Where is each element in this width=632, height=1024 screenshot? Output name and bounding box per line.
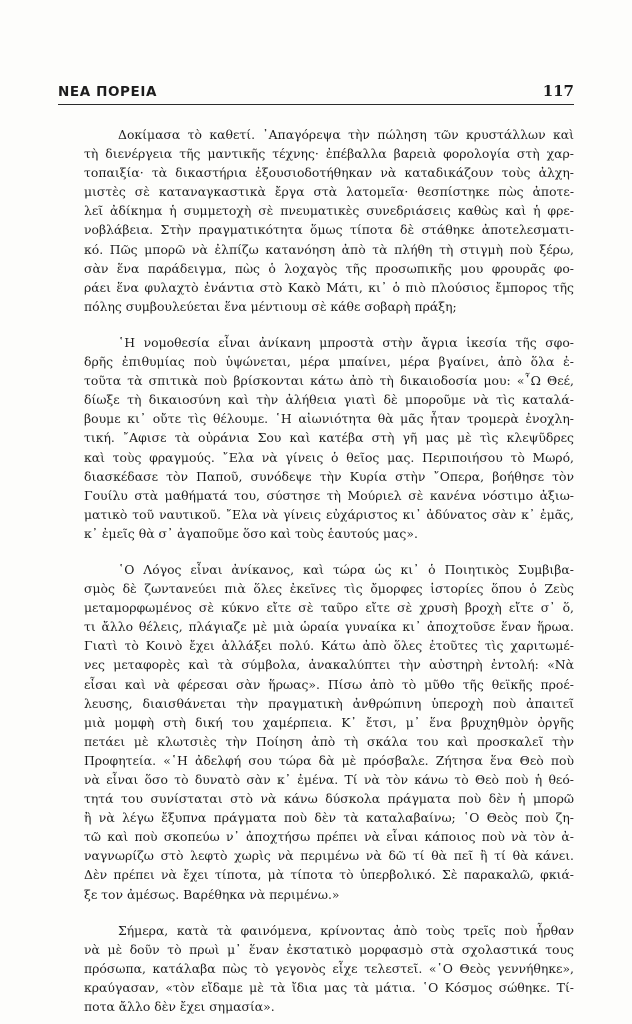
text-line: τοπαιξία· τὰ δικαστήρια ἐξουσιοδοτήθηκαν νὰ καταδικάζουν τοὺς ἀλχη- — [84, 165, 574, 181]
text-line: δρῆς ἐπιθυμίας ποὺ ὑψώνεται, μέρα μπαίνει, μέρα βγαίνει, ἀπὸ ὅλα ἐ- — [84, 354, 574, 370]
text-line: τι ἄλλο θέλεις, πλάγιαζε μὲ μιὰ ὡραία γυναίκα κι᾿ ἀποχτοῦσε ἕναν ἥρωα. — [84, 619, 574, 635]
text-line: εἶσαι καὶ νὰ φέρεσαι σὰν ἥρωας». Πίσω ἀπὸ τὸ μῦθο τῆς θεϊκῆς προέ- — [84, 676, 574, 692]
text-line: μεταμορφωμένος σὲ κύκνο εἴτε σὲ ταῦρο εἴτε σὲ χρυσὴ βροχὴ εἴτε σ᾿ ὅ, — [84, 600, 574, 616]
text-line: νὰ εἶναι ὅσο τὸ δυνατὸ σὰν κ᾿ ἐμένα. Τί νὰ τὸν κάνω τὸ Θεὸ ποὺ ἡ θεό- — [84, 772, 574, 787]
paragraph-3 — [84, 560, 574, 904]
running-header — [58, 82, 574, 104]
text-line: σμὸς δὲ ζωντανεύει πιὰ ὅλες ἐκεῖνες τὶς ὄμορφες ἱστορίες ὅπου ὁ Ζεὺς — [84, 581, 574, 597]
page-number: 117 — [542, 82, 574, 100]
paragraph-4 — [84, 921, 574, 1016]
header-rule — [58, 104, 574, 105]
text-line: Γιατὶ τὸ Κοινὸ ἔχει ἀλλάξει πολύ. Κάτω ἀπὸ ὅλες ἐτοῦτες τὶς χαριτωμέ- — [84, 638, 574, 654]
text-line: ξε τον ἀμέσως. Βαρέθηκα νὰ περιμένω.» — [84, 886, 340, 902]
text-line: νὰ μὲ δοῦν τὸ πρωὶ μ᾿ ἕναν ἐκστατικὸ μορφασμὸ στὰ σχολαστικά τους — [84, 941, 574, 957]
text-line: σὰν ἕνα παράδειγμα, πὼς ὁ λοχαγὸς τῆς προσωπικῆς μου φρουρᾶς φο- — [84, 260, 574, 276]
text-line: τῶ καὶ ποὺ σκοπεύω ν᾿ ἀποχτήσω πρέπει νὰ εἶναι κάποιος ποὺ νὰ τὸν ἀ- — [84, 829, 574, 845]
text-line: ράει ἕνα φυλαχτὸ ἐνάντια στὸ Κακὸ Μάτι, κι᾿ ὁ πιὸ πλούσιος ἔμπορος τῆς — [84, 279, 574, 295]
text-line: ναγνωρίζω στὸ λεφτὸ χωρὶς νὰ περιμένω νὰ δῶ τί θὰ πεῖ ἢ τί θὰ κάνει. — [84, 848, 574, 864]
text-line: ποτα ἄλλο δὲν ἔχει σημασία». — [84, 999, 275, 1015]
text-line: Σήμερα, κατὰ τὰ φαινόμενα, κρίνοντας ἀπὸ τοὺς τρεῖς ποὺ ἦρθαν — [118, 922, 574, 938]
text-line: Δὲν πρέπει νὰ ἔχει τίποτα, μὰ τίποτα τὸ ὑπερβολικό. Σὲ παρακαλῶ, φκιά- — [84, 867, 574, 883]
text-line: δίωξε τὴ δικαιοσύνη καὶ τὴν ἀλήθεια γιατὶ δὲ μποροῦμε νὰ τὶς καταλά- — [84, 392, 574, 408]
text-line: διασκέδασε τὸν Παποῦ, συνόδεψε τὴν Κυρία στὴν ῎Οπερα, βοήθησε τὸν — [84, 468, 574, 484]
text-line: Προφητεία. «῾Η ἀδελφή σου τώρα δὰ μὲ πρόσβαλε. Ζήτησα ἕνα Θεὸ ποὺ — [84, 752, 574, 768]
text-line: κραύγασαν, «τὸν εἴδαμε μὲ τὰ ἴδια μας τὰ μάτια. ῾Ο Κόσμος σώθηκε. Τί- — [84, 979, 574, 995]
text-line: μιὰ μομφὴ στὴ δική του χαμέρπεια. Κ᾿ ἔτσι, μ᾿ ἕνα βρυχηθμὸν ὀργῆς — [84, 714, 574, 730]
text-line: τητά του συνίσταται στὸ νὰ κάνω δύσκολα πράγματα ποὺ δὲν ἡ μπορῶ — [84, 791, 574, 807]
text-line: ἢ νὰ λέγω ἔξυπνα πράγματα ποὺ δὲν τὰ καταλαβαίνω; ῾Ο Θεὸς ποὺ ζη- — [84, 810, 574, 826]
journal-title: ΝΕΑ ΠΟΡΕΙΑ — [58, 84, 158, 100]
text-line: τοῦτα τὰ σπιτικὰ ποὺ βρίσκονται κάτω ἀπὸ τὴ δικαιοδοσία μου: «῏Ω Θεέ, — [84, 373, 574, 389]
text-line: τική. ῎Αφισε τὰ οὐράνια Σου καὶ κατέβα στὴ γῆ μας μὲ τὶς κλεψῦδρες — [84, 430, 574, 446]
text-line: πρόσωπα, κατάλαβα πὼς τὸ γεγονὸς εἶχε τελεστεῖ. «῾Ο Θεὸς γεννήθηκε», — [84, 960, 574, 976]
text-line: Δοκίμασα τὸ καθετί. ᾿Απαγόρεψα τὴν πώληση τῶν κρυστάλλων καὶ — [118, 127, 574, 142]
text-line: μιστὲς σὲ καταναγκαστικὰ ἔργα στὰ λατομεῖα· θεσπίστηκε πὼς ἀποτε- — [84, 184, 574, 200]
text-line: ματικὸ τοῦ ναυτικοῦ. ῎Ελα νὰ γίνεις εὐχάριστος κι᾿ ἀδύνατος σὰν κ᾿ ἐμᾶς, — [84, 506, 574, 522]
text-line: τὴ διενέργεια τῆς μαντικῆς τέχνης· ἐπέβαλλα βαρειὰ φορολογία στὴ χαρ- — [84, 146, 574, 162]
text-line: πετάει μὲ κλωτσιὲς τὴν Ποίηση ἀπὸ τὴ σκάλα του καὶ προσκαλεῖ τὴν — [84, 733, 574, 749]
text-line: νες μεταφορὲς καὶ τὰ σύμβολα, ἀνακαλύπτει τὴν αὐστηρὴ ἐντολή: «Νὰ — [84, 657, 574, 673]
text-line: καὶ τοὺς φραγμούς. ῎Ελα νὰ γίνεις ὁ θεῖος μας. Περιποιήσου τὸ Μωρό, — [84, 449, 574, 465]
text-line: λεῖ ἀδίκημα ἡ συμμετοχὴ σὲ πνευματικὲς συνεδριάσεις καθὼς καὶ ἡ φρε- — [84, 203, 574, 219]
paragraph-1 — [84, 125, 574, 316]
text-line: Γουίλυ στὰ μαθήματά του, σύστησε τὴ Μούριελ σὲ κανένα νόστιμο ἀξιω- — [84, 487, 574, 503]
text-line: λευσης, διαισθάνεται τὴν πραγματικὴ ἀνθρώπινη ὑπεροχὴ ποὺ ἀπαιτεῖ — [84, 695, 574, 711]
body-text — [84, 125, 574, 1016]
text-line: βουμε κι᾿ οὔτε τὶς θέλουμε. ῾Η αἰωνιότητα θὰ μᾶς ἦταν τρομερὰ ἐνοχλη- — [84, 411, 574, 427]
paragraph-2 — [84, 333, 574, 543]
text-line: ῾Ο Λόγος εἶναι ἀνίκανος, καὶ τώρα ὡς κι᾿ ὁ Ποιητικὸς Συμβιβα- — [118, 561, 574, 577]
text-line: κό. Πῶς μπορῶ νὰ ἐλπίζω κατανόηση ἀπὸ τὰ πλήθη τὴ στιγμὴ ποὺ ξέρω, — [84, 241, 574, 257]
text-line: κ᾿ ἐμεῖς θὰ σ᾿ ἀγαποῦμε ὅσο καὶ τοὺς ἑαυτούς μας». — [84, 525, 418, 541]
text-line: πόλης συμβουλεύεται ἕνα μέντιουμ σὲ κάθε σοβαρὴ πράξη; — [84, 298, 457, 314]
text-line: νοβλάβεια. Στὴν πραγματικότητα ὅμως τίποτα δὲ στάθηκε ἀποτελεσματι- — [84, 222, 574, 238]
text-line: ῾Η νομοθεσία εἶναι ἀνίκανη μπροστὰ στὴν ἄγρια ἱκεσία τῆς σφο- — [118, 334, 574, 350]
